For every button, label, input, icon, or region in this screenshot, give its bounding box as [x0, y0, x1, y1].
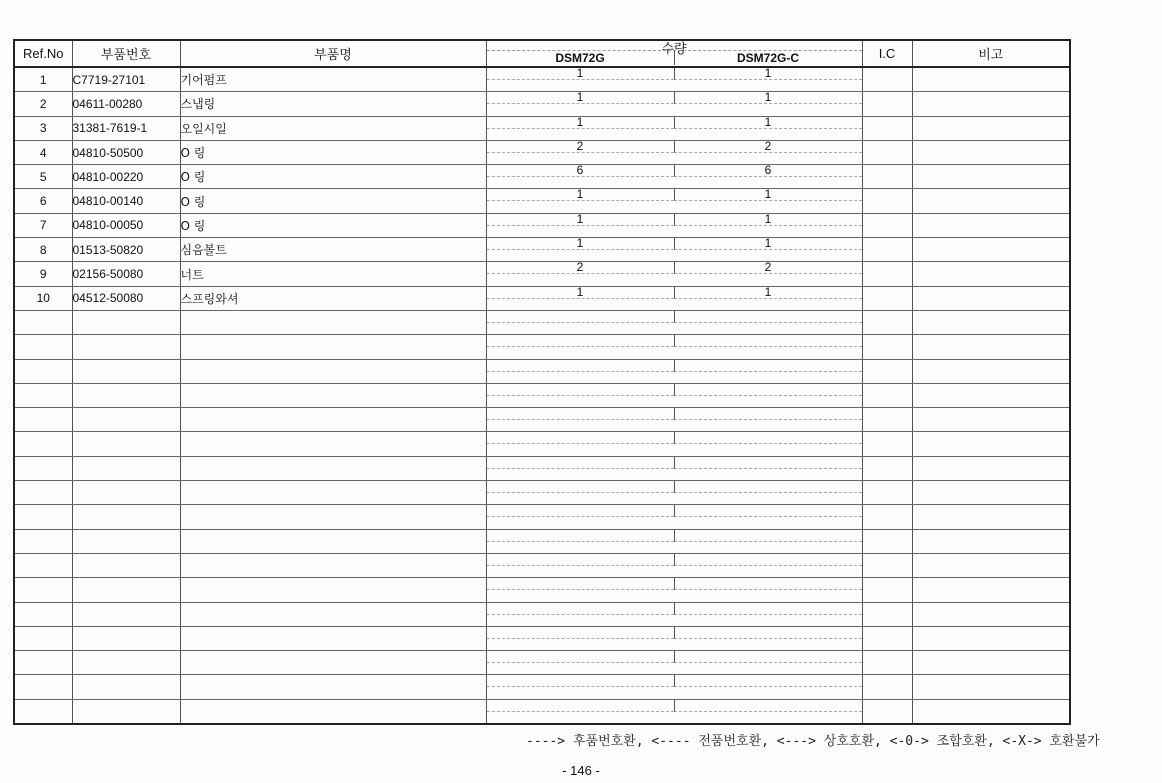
part-number-cell: 04611-00280	[72, 92, 180, 116]
table-row	[14, 92, 1070, 116]
empty-quantity-b	[674, 432, 862, 444]
model-b-header: DSM72G-C	[674, 51, 862, 65]
empty-cell	[14, 383, 72, 407]
part-number-cell: 01513-50820	[72, 238, 180, 262]
empty-quantity-b	[674, 675, 862, 687]
ref-no-cell: 4	[14, 140, 72, 164]
part-name-cell: O 링	[180, 140, 486, 164]
empty-cell	[14, 553, 72, 577]
empty-quantity-b	[674, 700, 862, 712]
empty-quantity-cell	[486, 529, 862, 553]
ref-no-cell: 2	[14, 92, 72, 116]
empty-cell	[862, 675, 912, 699]
empty-quantity-b	[674, 408, 862, 420]
quantity-model-a: 1	[487, 214, 674, 226]
empty-cell	[72, 529, 180, 553]
note-header: 비고	[912, 40, 1070, 67]
empty-table-row	[14, 408, 1070, 432]
quantity-model-a: 1	[487, 117, 674, 129]
empty-quantity-a	[487, 360, 674, 372]
empty-quantity-a	[487, 432, 674, 444]
quantity-model-b: 2	[674, 262, 862, 274]
empty-table-row	[14, 456, 1070, 480]
part-name-cell: O 링	[180, 165, 486, 189]
empty-cell	[912, 578, 1070, 602]
empty-quantity-a	[487, 384, 674, 396]
quantity-model-b: 1	[674, 117, 862, 129]
part-name-cell: 심음볼트	[180, 238, 486, 262]
empty-cell	[912, 651, 1070, 675]
empty-cell	[862, 651, 912, 675]
empty-cell	[14, 699, 72, 724]
empty-quantity-a	[487, 675, 674, 687]
empty-quantity-cell	[486, 602, 862, 626]
page-number: - 146 -	[562, 763, 600, 778]
empty-cell	[72, 310, 180, 334]
empty-quantity-b	[674, 457, 862, 469]
empty-cell	[912, 408, 1070, 432]
ref-no-header: Ref.No	[14, 40, 72, 67]
quantity-model-a: 2	[487, 262, 674, 274]
part-number-cell: 04810-50500	[72, 140, 180, 164]
part-name-cell: 스프링와셔	[180, 286, 486, 310]
empty-quantity-cell	[486, 651, 862, 675]
empty-cell	[180, 383, 486, 407]
ref-no-cell: 3	[14, 116, 72, 140]
empty-table-row	[14, 481, 1070, 505]
empty-quantity-cell	[486, 553, 862, 577]
empty-table-row	[14, 578, 1070, 602]
ic-cell	[862, 140, 912, 164]
ic-cell	[862, 189, 912, 213]
part-number-cell: 04512-50080	[72, 286, 180, 310]
empty-cell	[14, 529, 72, 553]
empty-quantity-cell	[486, 675, 862, 699]
quantity-title: 수량	[661, 41, 687, 56]
empty-cell	[72, 505, 180, 529]
empty-cell	[912, 359, 1070, 383]
empty-quantity-a	[487, 311, 674, 323]
table-header-row	[14, 40, 1070, 67]
empty-quantity-a	[487, 603, 674, 615]
empty-quantity-cell	[486, 456, 862, 480]
empty-table-row	[14, 505, 1070, 529]
quantity-cell	[486, 262, 862, 286]
quantity-model-b: 1	[674, 92, 862, 104]
empty-quantity-cell	[486, 626, 862, 650]
empty-cell	[14, 310, 72, 334]
empty-cell	[912, 699, 1070, 724]
empty-cell	[912, 383, 1070, 407]
empty-quantity-b	[674, 603, 862, 615]
empty-cell	[72, 456, 180, 480]
empty-cell	[72, 602, 180, 626]
empty-cell	[72, 651, 180, 675]
empty-cell	[862, 310, 912, 334]
quantity-header	[486, 40, 862, 67]
part-name-cell: O 링	[180, 189, 486, 213]
table-row	[14, 213, 1070, 237]
empty-cell	[14, 578, 72, 602]
empty-cell	[912, 529, 1070, 553]
empty-quantity-b	[674, 627, 862, 639]
empty-quantity-cell	[486, 383, 862, 407]
ref-no-cell: 10	[14, 286, 72, 310]
empty-quantity-b	[674, 651, 862, 663]
empty-cell	[72, 578, 180, 602]
empty-quantity-cell	[486, 310, 862, 334]
quantity-model-a: 1	[487, 238, 674, 250]
note-cell	[912, 189, 1070, 213]
quantity-model-a: 1	[487, 189, 674, 201]
empty-quantity-cell	[486, 505, 862, 529]
ic-header: I.C	[862, 40, 912, 67]
ic-cell	[862, 238, 912, 262]
empty-cell	[180, 456, 486, 480]
table-row	[14, 140, 1070, 164]
model-a-header: DSM72G	[555, 51, 605, 65]
ref-no-cell: 5	[14, 165, 72, 189]
quantity-model-b: 1	[674, 68, 862, 80]
empty-cell	[862, 432, 912, 456]
empty-cell	[912, 553, 1070, 577]
note-cell	[912, 262, 1070, 286]
quantity-model-a: 1	[487, 287, 674, 299]
empty-cell	[180, 310, 486, 334]
empty-cell	[912, 456, 1070, 480]
part-number-cell: C7719-27101	[72, 67, 180, 92]
empty-cell	[912, 675, 1070, 699]
quantity-cell	[486, 165, 862, 189]
empty-cell	[862, 335, 912, 359]
quantity-cell	[486, 67, 862, 92]
empty-cell	[14, 359, 72, 383]
empty-cell	[862, 408, 912, 432]
empty-table-row	[14, 651, 1070, 675]
empty-cell	[862, 505, 912, 529]
empty-cell	[180, 432, 486, 456]
empty-quantity-cell	[486, 481, 862, 505]
empty-cell	[862, 578, 912, 602]
note-cell	[912, 67, 1070, 92]
empty-cell	[862, 553, 912, 577]
empty-cell	[180, 578, 486, 602]
table-row	[14, 67, 1070, 92]
empty-table-row	[14, 626, 1070, 650]
ic-cell	[862, 67, 912, 92]
part-name-cell: 스냅링	[180, 92, 486, 116]
ic-cell	[862, 165, 912, 189]
empty-cell	[912, 310, 1070, 334]
quantity-cell	[486, 189, 862, 213]
empty-cell	[14, 408, 72, 432]
empty-quantity-cell	[486, 432, 862, 456]
note-cell	[912, 165, 1070, 189]
empty-table-row	[14, 675, 1070, 699]
empty-table-row	[14, 310, 1070, 334]
empty-cell	[180, 481, 486, 505]
empty-table-row	[14, 553, 1070, 577]
empty-cell	[14, 602, 72, 626]
empty-quantity-a	[487, 651, 674, 663]
note-cell	[912, 213, 1070, 237]
quantity-cell	[486, 213, 862, 237]
empty-quantity-a	[487, 457, 674, 469]
empty-quantity-b	[674, 481, 862, 493]
parts-table-body	[14, 67, 1070, 724]
quantity-model-a: 6	[487, 165, 674, 177]
empty-quantity-a	[487, 408, 674, 420]
empty-cell	[14, 481, 72, 505]
empty-cell	[72, 626, 180, 650]
empty-quantity-cell	[486, 359, 862, 383]
quantity-model-b: 2	[674, 141, 862, 153]
empty-cell	[912, 602, 1070, 626]
ic-cell	[862, 286, 912, 310]
quantity-model-b: 1	[674, 214, 862, 226]
note-cell	[912, 286, 1070, 310]
empty-quantity-a	[487, 627, 674, 639]
quantity-model-b: 1	[674, 189, 862, 201]
empty-cell	[912, 432, 1070, 456]
part-number-cell: 04810-00140	[72, 189, 180, 213]
part-name-cell: 너트	[180, 262, 486, 286]
part-name-cell: 기어펌프	[180, 67, 486, 92]
table-row	[14, 262, 1070, 286]
quantity-model-a: 1	[487, 92, 674, 104]
empty-cell	[912, 335, 1070, 359]
empty-cell	[912, 626, 1070, 650]
quantity-model-a: 1	[487, 68, 674, 80]
empty-quantity-b	[674, 505, 862, 517]
empty-cell	[72, 432, 180, 456]
empty-quantity-b	[674, 554, 862, 566]
empty-quantity-a	[487, 481, 674, 493]
empty-quantity-b	[674, 578, 862, 590]
quantity-model-b: 1	[674, 238, 862, 250]
empty-quantity-a	[487, 578, 674, 590]
empty-cell	[180, 408, 486, 432]
part-name-cell: 오일시일	[180, 116, 486, 140]
note-cell	[912, 92, 1070, 116]
empty-cell	[14, 505, 72, 529]
quantity-model-b: 1	[674, 287, 862, 299]
part-number-cell: 04810-00050	[72, 213, 180, 237]
empty-cell	[180, 505, 486, 529]
quantity-model-b: 6	[674, 165, 862, 177]
ref-no-cell: 1	[14, 67, 72, 92]
note-cell	[912, 238, 1070, 262]
empty-quantity-b	[674, 384, 862, 396]
empty-cell	[72, 481, 180, 505]
empty-cell	[72, 675, 180, 699]
empty-cell	[912, 481, 1070, 505]
empty-cell	[14, 432, 72, 456]
empty-cell	[862, 383, 912, 407]
table-row	[14, 116, 1070, 140]
empty-cell	[14, 626, 72, 650]
empty-cell	[180, 675, 486, 699]
table-row	[14, 238, 1070, 262]
empty-quantity-a	[487, 700, 674, 712]
empty-cell	[862, 602, 912, 626]
empty-cell	[72, 335, 180, 359]
empty-cell	[14, 335, 72, 359]
empty-cell	[14, 456, 72, 480]
parts-table	[13, 39, 1071, 725]
empty-cell	[14, 651, 72, 675]
empty-quantity-a	[487, 505, 674, 517]
empty-cell	[14, 675, 72, 699]
empty-quantity-cell	[486, 699, 862, 724]
ref-no-cell: 9	[14, 262, 72, 286]
empty-cell	[180, 626, 486, 650]
empty-table-row	[14, 383, 1070, 407]
empty-cell	[862, 456, 912, 480]
empty-cell	[862, 529, 912, 553]
empty-cell	[180, 651, 486, 675]
empty-quantity-a	[487, 530, 674, 542]
quantity-cell	[486, 140, 862, 164]
empty-quantity-cell	[486, 408, 862, 432]
empty-cell	[180, 602, 486, 626]
empty-quantity-a	[487, 335, 674, 347]
note-cell	[912, 140, 1070, 164]
part-number-cell: 04810-00220	[72, 165, 180, 189]
part-number-cell: 31381-7619-1	[72, 116, 180, 140]
empty-cell	[72, 699, 180, 724]
empty-cell	[180, 699, 486, 724]
empty-cell	[912, 505, 1070, 529]
part-name-cell: O 링	[180, 213, 486, 237]
quantity-cell	[486, 116, 862, 140]
note-cell	[912, 116, 1070, 140]
empty-cell	[72, 359, 180, 383]
empty-table-row	[14, 529, 1070, 553]
quantity-cell	[486, 92, 862, 116]
empty-cell	[862, 359, 912, 383]
empty-table-row	[14, 335, 1070, 359]
quantity-cell	[486, 286, 862, 310]
empty-cell	[862, 481, 912, 505]
ic-cell	[862, 92, 912, 116]
empty-quantity-cell	[486, 335, 862, 359]
table-row	[14, 286, 1070, 310]
quantity-cell	[486, 238, 862, 262]
empty-table-row	[14, 359, 1070, 383]
table-row	[14, 165, 1070, 189]
ic-cell	[862, 116, 912, 140]
empty-table-row	[14, 699, 1070, 724]
empty-quantity-b	[674, 360, 862, 372]
part-number-header: 부품번호	[72, 40, 180, 67]
empty-table-row	[14, 602, 1070, 626]
ref-no-cell: 6	[14, 189, 72, 213]
part-name-header: 부품명	[180, 40, 486, 67]
empty-quantity-cell	[486, 578, 862, 602]
empty-quantity-b	[674, 335, 862, 347]
empty-cell	[72, 383, 180, 407]
empty-cell	[72, 408, 180, 432]
part-number-cell: 02156-50080	[72, 262, 180, 286]
empty-cell	[180, 359, 486, 383]
empty-table-row	[14, 432, 1070, 456]
ref-no-cell: 7	[14, 213, 72, 237]
table-row	[14, 189, 1070, 213]
ic-cell	[862, 262, 912, 286]
empty-quantity-b	[674, 530, 862, 542]
empty-cell	[180, 335, 486, 359]
ref-no-cell: 8	[14, 238, 72, 262]
empty-cell	[862, 626, 912, 650]
ic-cell	[862, 213, 912, 237]
empty-cell	[862, 699, 912, 724]
empty-quantity-b	[674, 311, 862, 323]
empty-cell	[180, 553, 486, 577]
interchange-legend: ----> 후품번호환, <---- 전품번호환, <---> 상호호환, <-0-> 조합호환, <-X-> 호환불가	[526, 734, 1100, 749]
empty-cell	[72, 553, 180, 577]
empty-cell	[180, 529, 486, 553]
empty-quantity-a	[487, 554, 674, 566]
quantity-model-a: 2	[487, 141, 674, 153]
